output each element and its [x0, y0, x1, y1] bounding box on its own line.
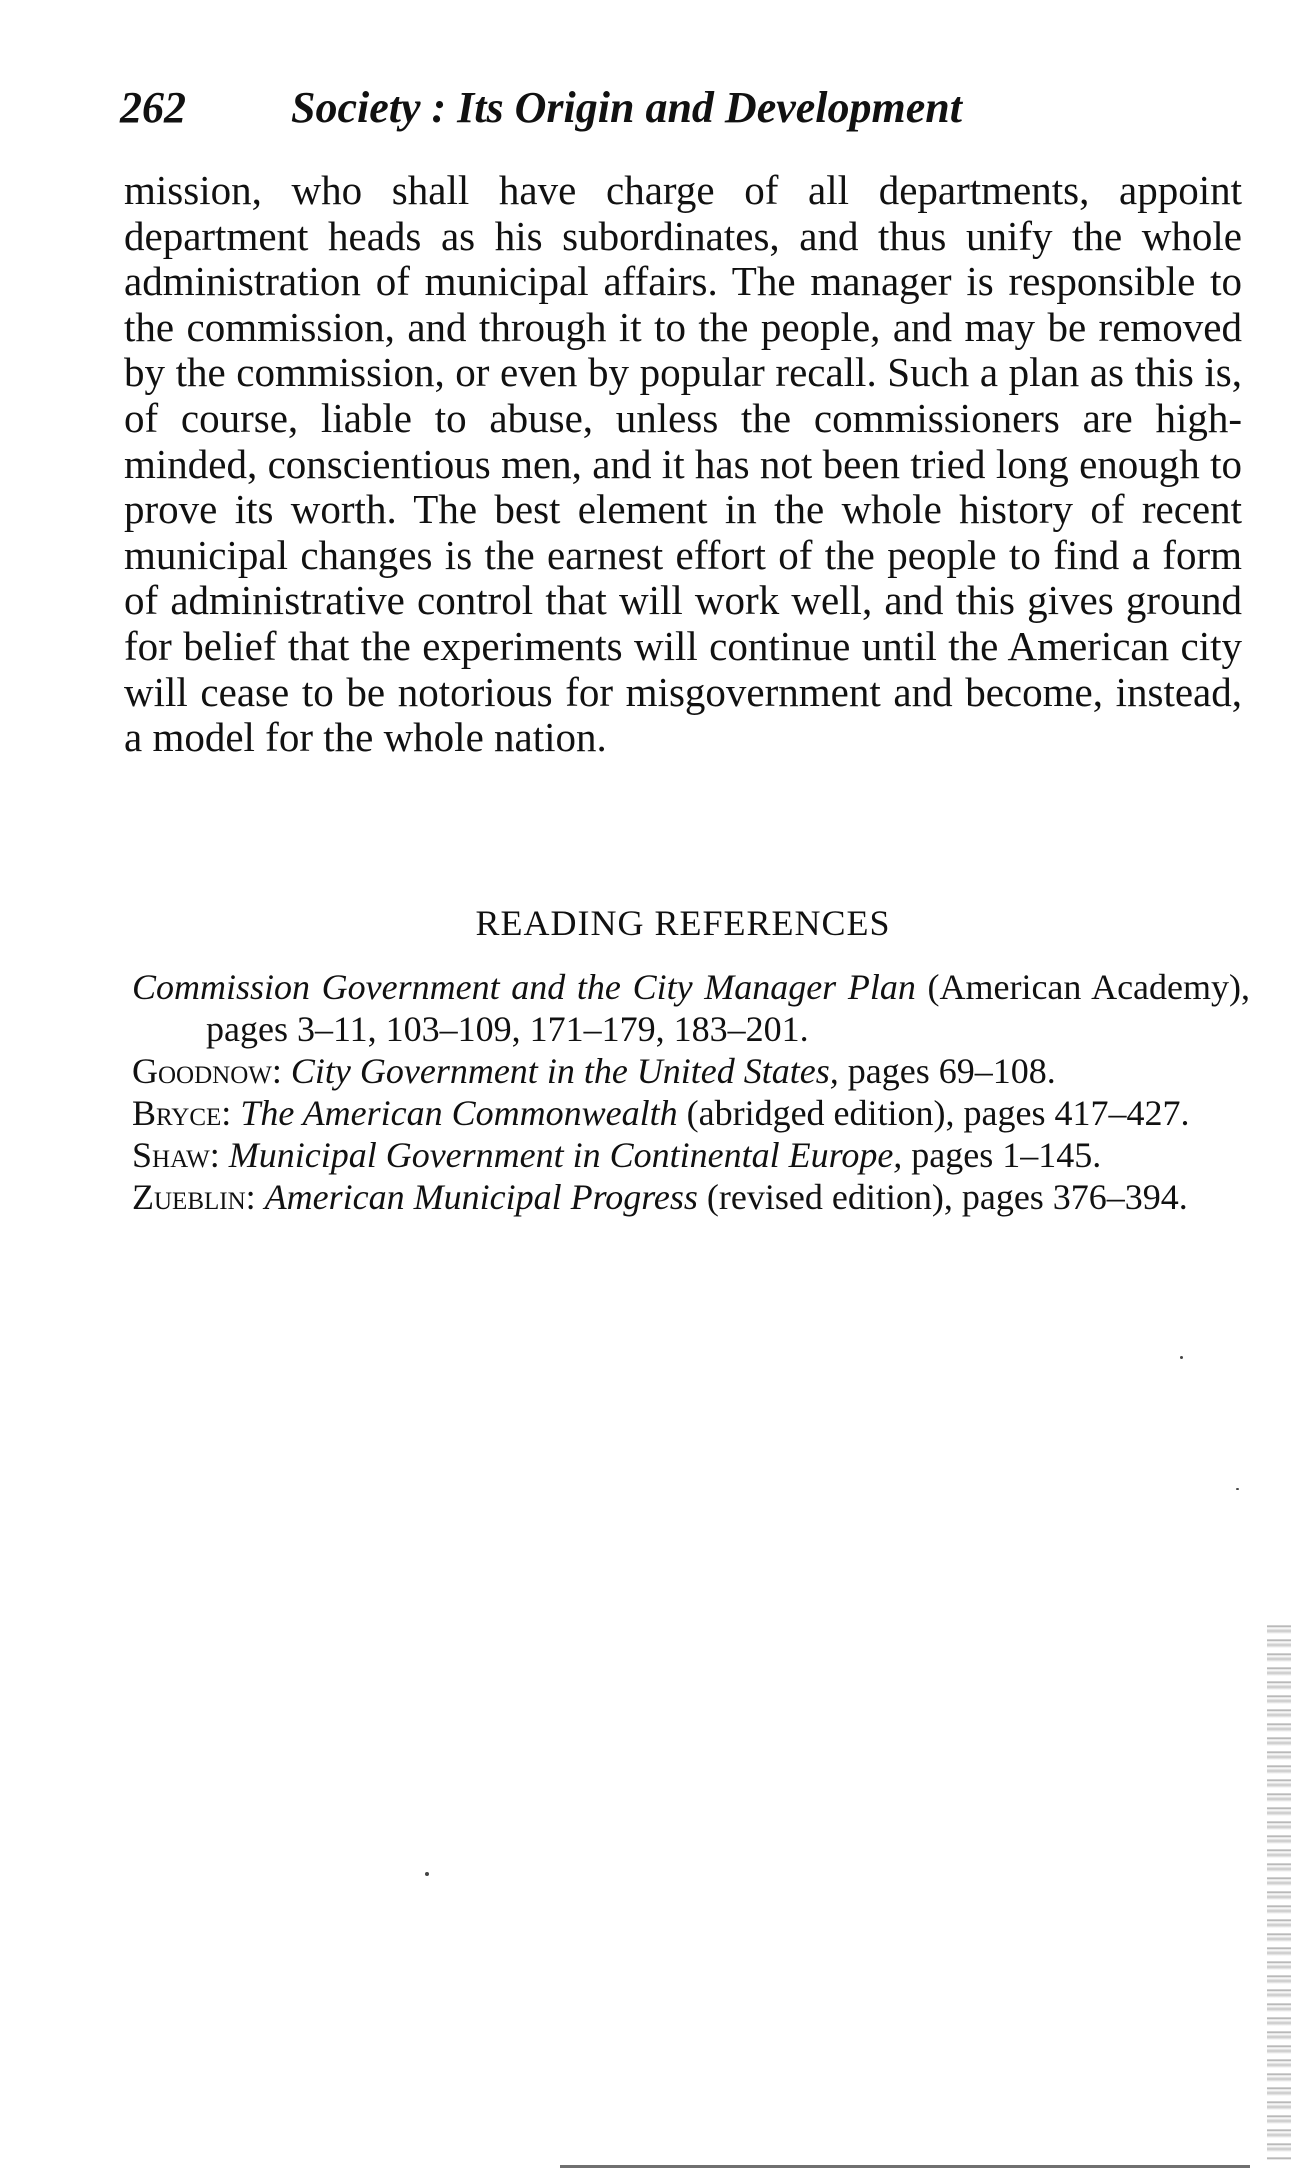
reference-detail: (American Academy), pages 3–11, 103–109, 171–179, 183–201. — [206, 967, 1250, 1049]
paper-speck — [1180, 1356, 1183, 1359]
reference-detail: (abridged edition), pages 417–427. — [677, 1093, 1190, 1133]
reference-item — [132, 1050, 1250, 1092]
running-title: Society : Its Origin and Development — [291, 83, 962, 132]
reference-author: Zueblin: — [132, 1177, 256, 1217]
reference-work: The American Commonwealth — [240, 1093, 678, 1133]
body-paragraph: mission, who shall have charge of all departments, appoint department heads as his subordinates, and thus unify the whole administration of municipal affairs. The manager is responsible to the commission, and through it to the people, and may be removed by the commission, or even by popular recall. Such a plan as this is, of course, liable to abuse, unless the commissioners are high-minded, conscientious men, and it has not been tried long enough to prove its worth. The best element in the whole history of recent municipal changes is the earnest effort of the people to find a form of administrative control that will work well, and this gives ground for belief that the experiments will continue until the American city will cease to be notorious for misgovernment and become, instead, a model for the whole nation. — [124, 167, 1242, 761]
reference-work: American Municipal Progress — [264, 1177, 698, 1217]
paper-speck — [425, 1872, 429, 1876]
reference-item — [132, 966, 1250, 1050]
page-number: 262 — [120, 83, 186, 132]
reference-detail: (revised edition), pages 376–394. — [697, 1177, 1188, 1217]
reference-detail: pages 1–145. — [902, 1135, 1102, 1175]
reference-work: Commission Government and the City Manager Plan — [132, 967, 916, 1007]
reference-author: Goodnow: — [132, 1051, 282, 1091]
running-head — [120, 78, 1180, 138]
page-edge-shadow — [1267, 1620, 1291, 2160]
page-bottom-edge — [560, 2165, 1250, 2168]
reference-list — [132, 966, 1250, 1218]
reference-author: Bryce: — [132, 1093, 232, 1133]
reference-item — [132, 1092, 1250, 1134]
reference-detail: pages 69–108. — [838, 1051, 1056, 1091]
reference-author: Shaw: — [132, 1135, 220, 1175]
paper-speck — [1236, 1488, 1239, 1490]
reference-item — [132, 1176, 1250, 1218]
reference-work: Municipal Government in Continental Europe, — [228, 1135, 903, 1175]
section-heading: READING REFERENCES — [475, 903, 891, 943]
reference-item — [132, 1134, 1250, 1176]
reference-work: City Government in the United States, — [290, 1051, 839, 1091]
